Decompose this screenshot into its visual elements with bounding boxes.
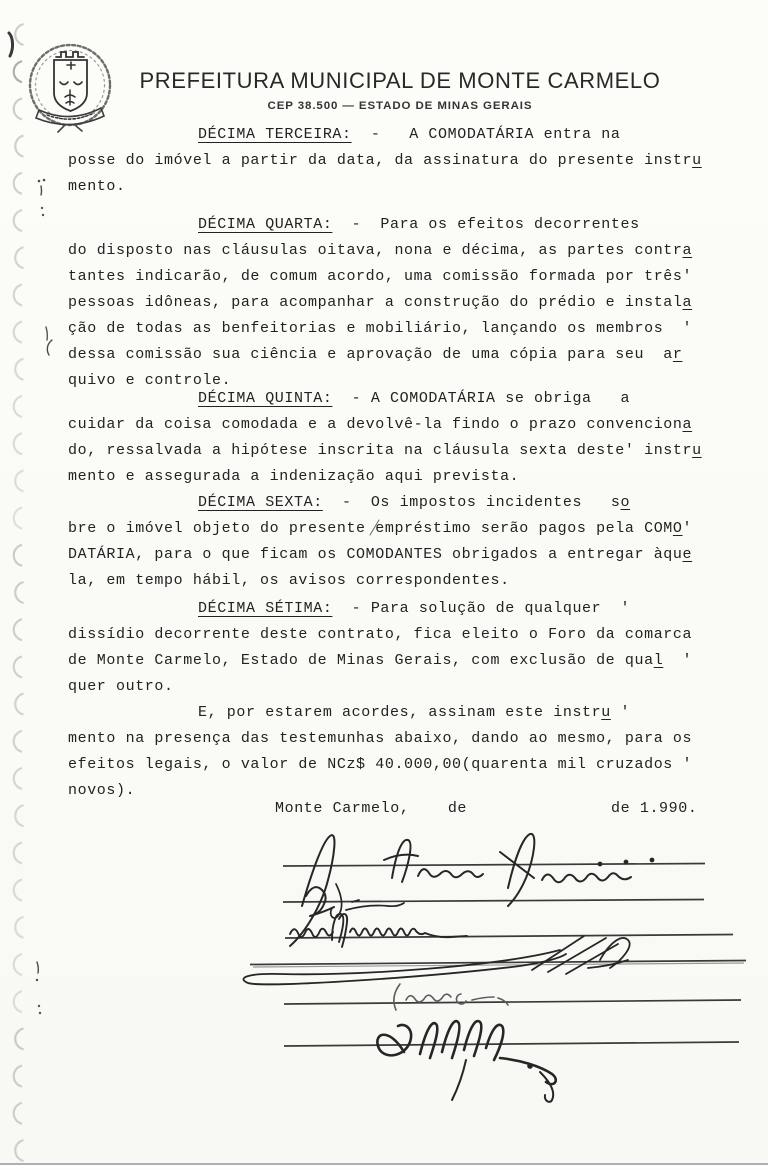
- clause-text: - A COMODATÁRIA entra na: [351, 126, 621, 143]
- clause-heading: DÉCIMA SÉTIMA:: [198, 600, 333, 617]
- clause-text: novos).: [68, 782, 136, 799]
- perforation-mark: [14, 508, 22, 529]
- clause-text: bre o imóvel objeto do presente empréstimo serão pagos pela COM: [68, 520, 673, 537]
- clause-text: pessoas idôneas, para acompanhar a construção do prédio e instal: [68, 294, 683, 311]
- perforation-mark: [15, 136, 23, 157]
- clause-text: do, ressalvada a hipótese inscrita na cláusula sexta deste' instr: [68, 442, 693, 459]
- document-body: [68, 0, 748, 820]
- clause-paragraph: [68, 700, 728, 804]
- clause-text: do disposto nas cláusulas oitava, nona e décima, as partes contr: [68, 242, 683, 259]
- clause-text: quivo e controle.: [68, 372, 232, 389]
- clause-heading: DÉCIMA TERCEIRA:: [198, 126, 352, 143]
- clause-text: u: [692, 442, 702, 459]
- clause-text: efeitos legais, o valor de NCz$ 40.000,00(quarenta mil cruzados ': [68, 756, 693, 773]
- clause-text: ': [682, 520, 693, 537]
- signature-line: [284, 1000, 741, 1004]
- clause-text: O: [672, 520, 683, 537]
- clause-text: - Os impostos incidentes s: [322, 494, 621, 511]
- clause-line: [68, 516, 728, 542]
- clause-line: [68, 122, 728, 148]
- clause-line: [68, 726, 728, 752]
- perforation-mark: [14, 1103, 22, 1124]
- clause-text: a: [682, 294, 693, 311]
- clause-text: DATÁRIA, para o que ficam os COMODANTES obrigados a entregar àqu: [68, 546, 683, 563]
- perforation-mark: [14, 433, 22, 454]
- clause-line: [68, 264, 728, 290]
- perforation-mark: [14, 61, 22, 82]
- clause-text: quer outro.: [68, 678, 174, 695]
- signature-rule-lines: [250, 864, 746, 1047]
- spiral-binding-marks: [0, 0, 40, 1170]
- clause-text: mento na presença das testemunhas abaixo, dando ao mesmo, para os: [68, 730, 693, 747]
- perforation-mark: [14, 396, 22, 417]
- clause-line: [68, 674, 728, 700]
- clause-line: [68, 490, 728, 516]
- clause-paragraph: [68, 490, 728, 594]
- perforation-mark: [14, 173, 22, 194]
- clause-heading: DÉCIMA QUARTA:: [198, 216, 333, 233]
- clause-text: mento.: [68, 178, 126, 195]
- signature-line: [250, 961, 746, 965]
- clause-text: posse do imóvel a partir da data, da assinatura do presente instr: [68, 152, 693, 169]
- perforation-mark: [14, 619, 22, 640]
- signature-stroke-2: [331, 884, 404, 918]
- clause-paragraph: [68, 386, 728, 490]
- perforation-mark: [14, 880, 22, 901]
- signature-stroke-5: [394, 984, 508, 1010]
- clause-text: dessa comissão sua ciência e aprovação de uma cópia para seu a: [68, 346, 673, 363]
- clause-line: [68, 568, 728, 594]
- letterhead-subtitle: CEP 38.500 — ESTADO DE MINAS GERAIS: [267, 100, 533, 112]
- clause-text: r: [672, 346, 683, 363]
- clause-text: e: [682, 546, 693, 563]
- clause-line: [68, 412, 728, 438]
- clause-heading: DÉCIMA QUINTA:: [198, 390, 333, 407]
- clause-text: cuidar da coisa comodada e a devolvê-la findo o prazo convencion: [68, 416, 683, 433]
- date-line: Monte Carmelo, de de 1.990.: [275, 800, 698, 817]
- clause-line: [68, 438, 728, 464]
- signature-line: [285, 935, 733, 939]
- clause-text: mento e assegurada a indenização aqui prevista.: [68, 468, 520, 485]
- clause-text: u: [692, 152, 702, 169]
- clause-line: [68, 752, 728, 778]
- perforation-mark: [15, 917, 23, 938]
- clause-text: de Monte Carmelo, Estado de Minas Gerais, com exclusão de qua: [68, 652, 654, 669]
- perforation-mark: [15, 1140, 23, 1161]
- clause-text: l: [653, 652, 664, 669]
- perforation-mark: [15, 582, 23, 603]
- scan-below-edge: [0, 1165, 768, 1170]
- signature-stroke-3: [290, 914, 467, 947]
- clause-line: [68, 648, 728, 674]
- clause-text: ': [663, 652, 693, 669]
- clause-paragraph: [68, 212, 728, 394]
- clause-line: [68, 542, 728, 568]
- clause-line: [68, 386, 728, 412]
- clause-text: u: [601, 704, 611, 721]
- perforation-mark: [14, 545, 22, 566]
- perforation-mark: [15, 805, 23, 826]
- signature-stroke-4: [243, 936, 629, 984]
- clause-text: E, por estarem acordes, assinam este instr: [198, 704, 602, 721]
- perforation-mark: [15, 247, 23, 268]
- clause-line: [68, 212, 728, 238]
- perforation-mark: [15, 470, 23, 491]
- signature-line: [284, 1042, 739, 1046]
- perforation-mark: [14, 656, 22, 677]
- perforation-mark: [15, 1028, 23, 1049]
- perforation-mark: [14, 731, 22, 752]
- signature-stroke-1: [290, 834, 653, 946]
- clause-text: a: [682, 242, 693, 259]
- letterhead-title: PREFEITURA MUNICIPAL DE MONTE CARMELO: [139, 67, 661, 94]
- signature-line: [283, 864, 705, 867]
- signature-line: [283, 900, 704, 903]
- clause-text: dissídio decorrente deste contrato, fica eleito o Foro da comarca: [68, 626, 693, 643]
- clause-text: la, em tempo hábil, os avisos correspondentes.: [68, 572, 510, 589]
- signature-area: [0, 820, 768, 1110]
- clause-text: o: [620, 494, 631, 511]
- signature-stroke-6: [377, 1021, 555, 1102]
- perforation-mark: [14, 322, 22, 343]
- clause-line: [68, 622, 728, 648]
- clause-text: ção de todas as benfeitorias e mobiliário, lançando os membros ': [68, 320, 693, 337]
- perforation-mark: [14, 1066, 22, 1087]
- clause-heading: DÉCIMA SEXTA:: [198, 494, 323, 511]
- clause-line: [68, 700, 728, 726]
- perforation-mark: [15, 24, 23, 45]
- perforation-mark: [14, 991, 22, 1012]
- perforation-mark: [15, 694, 23, 715]
- clause-text: ': [610, 704, 631, 721]
- perforation-mark: [15, 359, 23, 380]
- clause-text: tantes indicarão, de comum acordo, uma comissão formada por três': [68, 268, 693, 285]
- signature-line-echo: [253, 963, 744, 967]
- clause-line: [68, 464, 728, 490]
- clause-text: - Para os efeitos decorrentes: [332, 216, 640, 233]
- clause-text: - Para solução de qualquer ': [332, 600, 631, 617]
- clause-line: [68, 342, 728, 368]
- clause-paragraph: [68, 122, 728, 200]
- clause-line: [68, 316, 728, 342]
- perforation-mark: [14, 210, 22, 231]
- clause-paragraph: [68, 596, 728, 700]
- perforation-mark: [14, 954, 22, 975]
- perforation-mark: [14, 768, 22, 789]
- clause-text: a: [682, 416, 693, 433]
- perforation-mark: [14, 842, 22, 863]
- clause-line: [68, 174, 728, 200]
- clause-line: [68, 148, 728, 174]
- clause-line: [68, 238, 728, 264]
- perforation-mark: [14, 284, 22, 305]
- clause-line: [68, 596, 728, 622]
- clause-line: [68, 290, 728, 316]
- perforation-mark: [14, 98, 22, 119]
- clause-text: - A COMODATÁRIA se obriga a: [332, 390, 631, 407]
